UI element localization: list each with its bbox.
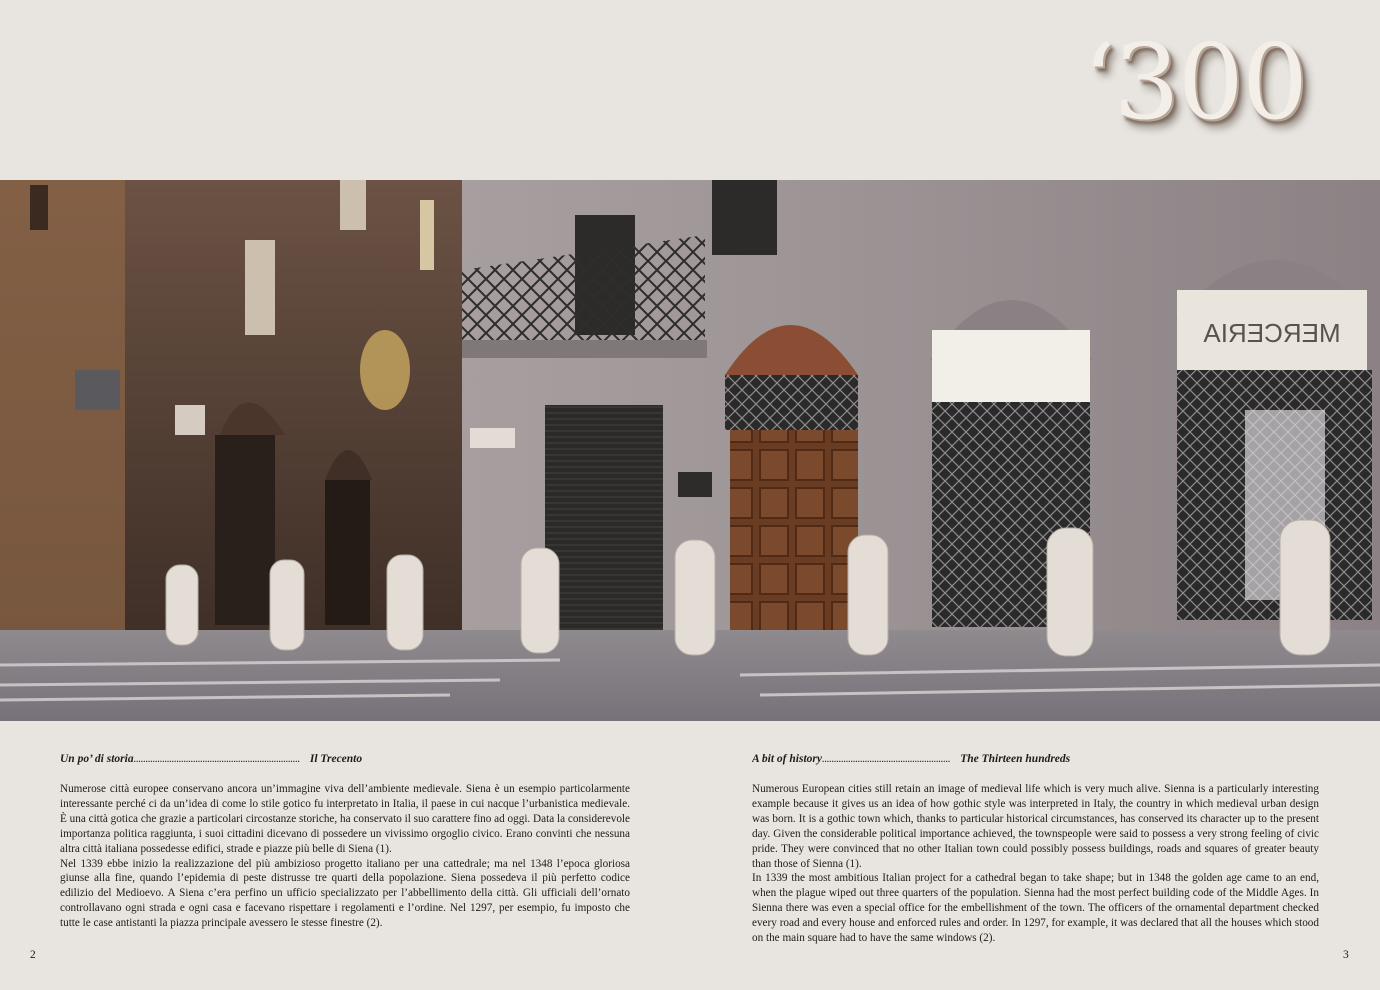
page-number-right: 3: [1343, 949, 1349, 961]
section-heading: [752, 751, 1319, 767]
page-title: ‘300: [1082, 21, 1306, 143]
heading-title: Un po’ di storia: [60, 753, 134, 765]
italian-column: [60, 751, 630, 931]
heading-leader: ......................................................: [821, 753, 951, 765]
heading-subtitle: Il Trecento: [309, 753, 363, 765]
body-text: [752, 782, 1319, 946]
page-number-left: 2: [30, 949, 36, 961]
paragraph: In 1339 the most ambitious Italian project for a cathedral began to take shape; but in 1348 the golden age came to an end, when the plague wiped out three quarters of the population. Sienna had the most perfect building code of the Middle Ages. In Sienna there was even a special office for the embellishment of the town. The officers of the ornamental department checked every road and every house and enforced rules and order. In 1297, for example, it was declared that all the houses which stood on the main square had to have the same windows (2).: [752, 872, 1319, 945]
section-heading: [60, 751, 630, 767]
street-photo: [0, 180, 1380, 721]
shop-sign: MERCERIA: [1203, 318, 1341, 348]
paragraph: Numerous European cities still retain an image of medieval life which is very much alive. Sienna is a particularly interesting example because it gives us an idea of how gothic style was interpreted in Italy, the country in which medieval urban design was born. It is a gothic town which, thanks to particular historical circumstances, has conserved its character up to the present day. Given the considerable political importance achieved, the townspeople were said to possess a very strong feeling of civic pride. They were convinced that no other Italian town could possibly possess buildings, roads and squares of greater beauty than those of Sienna (1).: [752, 783, 1319, 870]
heading-subtitle: The Thirteen hundreds: [960, 753, 1071, 765]
paragraph: Numerose città europee conservano ancora un’immagine viva dell’ambiente medievale. Siena è un esempio particolarmente interessante perché ci da un’idea di come lo stile gotico fu interpretato in Italia, il paese in cui nacque l’urbanistica medievale. È una città gotica che grazie a particolari circostanze storiche, ha conservato il suo carattere fino ad oggi. Data la considerevole importanza politica raggiunta, i suoi cittadini dicevano di possedere un vivissimo orgoglio civico. Erano convinti che nessuna altra città italiana possedesse edifici, strade e piazze più belle di Siena (1).: [60, 783, 630, 855]
paragraph: Nel 1339 ebbe inizio la realizzazione del più ambizioso progetto italiano per una cattedrale; ma nel 1348 l’epoca gloriosa giunse alla fine, quando l’epidemia di peste distrusse tre quarti della popolazione. Siena possedeva il più perfetto codice edilizio del Medioevo. A Siena c’era perfino un ufficio specializzato per l’abbellimento della città. Gli ufficiali dell’ornato controllavano ogni strada e ogni casa e facevano rispettare i regolamenti e l’ordine. Nel 1297, per esempio, fu imposto che tutte le case antistanti la piazza principale avessero le stesse finestre (2).: [60, 857, 630, 930]
heading-title: A bit of history: [752, 753, 822, 765]
heading-leader: ......................................................................: [133, 753, 300, 765]
english-column: [752, 751, 1319, 946]
body-text: [60, 782, 630, 931]
